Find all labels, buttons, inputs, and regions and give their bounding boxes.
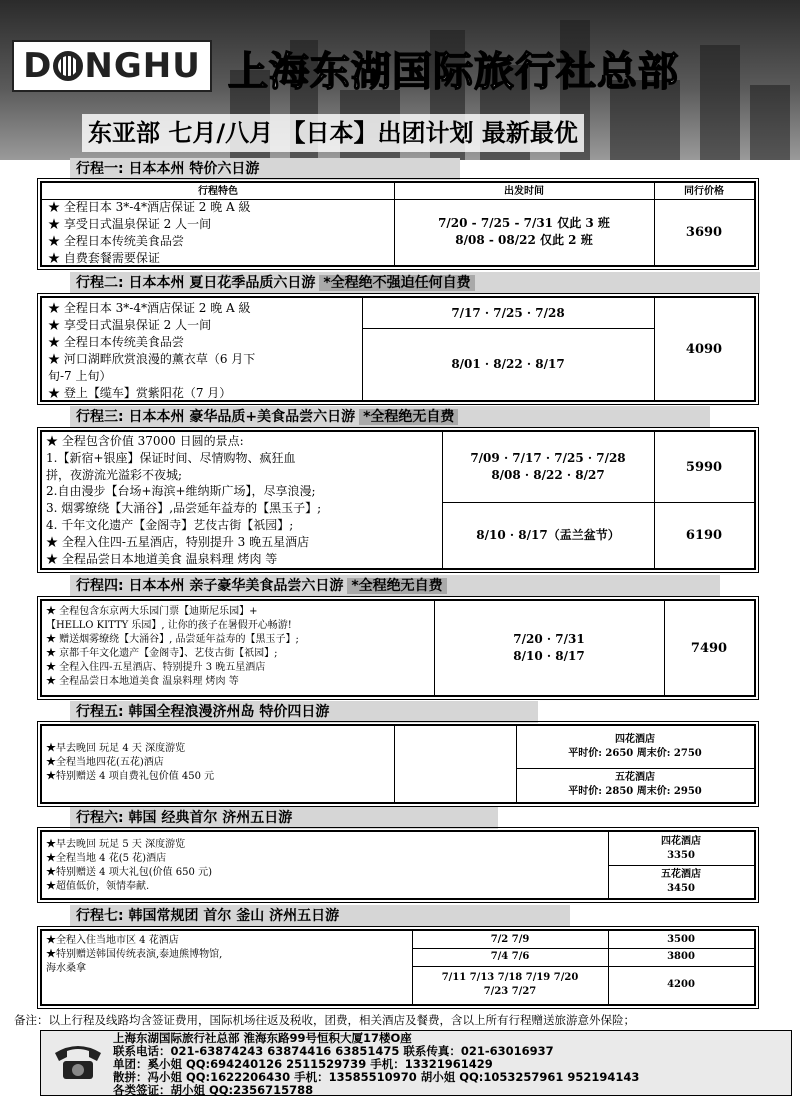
departure-dates: 7/4 7/6 [490,951,530,962]
trip-price: 7490 [690,640,728,656]
telephone-icon [51,1039,105,1083]
trip5-table [40,724,756,804]
feature-item: ★ 全程日本 3*-4*酒店保证 2 晚 A 級 [48,301,251,315]
departure-dates: 7/11 7/13 7/18 7/19 7/20 7/23 7/27 [441,972,579,997]
feature-item: ★ 京都千年文化遗产【金阁寺】、艺伎古街【祇园】; [46,648,278,659]
company-name: 上海东湖国际旅行社总部 [228,49,679,95]
feature-item: ★ 赠送烟雾缭绕【大涌谷】, 品尝延年益寿的【黑玉子】; [46,634,299,645]
header-departure: 出发时间 [504,186,544,197]
trip6-title: 行程六: 韩国 经典首尔 济州五日游 [70,807,498,829]
hotel-price: 3350 [667,849,695,861]
feature-item: ★ 河口湖畔欣赏浪漫的薰衣草（6 月下 [48,352,256,366]
feature-item: ★ 全程日本传统美食品尝 [48,234,184,248]
contact-visa: 各类签证：胡小姐 QQ:2356715788 [113,1083,314,1097]
company-logo: D NGHU [12,40,212,92]
feature-item: ★ 全程日本传统美食品尝 [48,335,184,349]
contact-individual: 散拼：冯小姐 QQ:1622206430 手机：13585510970 胡小姐 QQ:1053257961 952194143 [113,1070,640,1084]
trip1-table [40,181,756,267]
feature-item: ★全程当地四花(五花)酒店 [46,757,164,768]
feature-item: ★早去晚回 玩足 4 天 深度游览 [46,743,186,754]
hotel-label: 五花酒店 [661,868,701,880]
departure-dates: 8/08 · 8/22 · 8/27 [491,468,605,482]
departure-dates: 7/09 · 7/17 · 7/25 · 7/28 [470,451,626,465]
departure-dates: 7/20 - 7/25 - 7/31 仅此 3 班 [438,216,610,230]
trip2-title: 行程二: 日本本州 夏日花季品质六日游 *全程绝不强迫任何自费 [70,272,760,294]
trip-price: 3690 [685,224,723,240]
feature-item: 拼，夜游流光溢彩不夜城; [46,467,183,482]
feature-item: ★ 登上【缆车】赏紫阳花（7 月） [48,386,232,400]
trip7-title: 行程七: 韩国常规团 首尔 釜山 济州五日游 [70,905,570,927]
hotel-prices: 平时价: 2650 周末价: 2750 [568,748,702,759]
departure-dates: 7/17 · 7/25 · 7/28 [451,305,565,320]
trip-price: 4090 [685,341,723,357]
trip7-table [40,929,756,1006]
feature-item: ★早去晚回 玩足 5 天 深度游览 [46,839,186,850]
feature-item: ★ 全程入住四-五星酒店，特别提升 3 晚五星酒店 [46,534,310,549]
feature-item: ★ 全程品尝日本地道美食 温泉料理 烤肉 等 [46,551,278,566]
feature-item: 2.自由漫步【台场+海滨+维纳斯广场】，尽享浪漫; [46,484,316,499]
feature-item: 海水桑拿 [46,963,86,974]
feature-item: 1.【新宿+银座】保证时间、尽情购物、疯狂血 [46,450,296,465]
trip-price: 6190 [685,527,723,543]
departure-dates: 7/2 7/9 [490,933,530,945]
hotel-label: 五花酒店 [615,772,655,783]
feature-item: ★特别赠送 4 项大礼包(价值 650 元) [46,867,212,878]
feature-item: ★ 全程入住四-五星酒店、特别提升 3 晚五星酒店 [46,662,266,673]
hotel-label: 四花酒店 [615,734,655,745]
feature-item: ★ 全程品尝日本地道美食 温泉料理 烤肉 等 [46,676,239,687]
departure-dates: 7/20 · 7/31 [513,632,585,646]
footer-note: 备注：以上行程及线路均含签证费用，国际机场往返及税收，团费，相关酒店及餐费，含以上所有行程赠送旅游意外保险； [14,1013,635,1027]
trip4-table [40,599,756,697]
feature-item: ★ 自费套餐需要保证 [48,251,160,265]
feature-item: ★ 享受日式温泉保证 2 人一间 [48,217,212,231]
trip-price: 3800 [667,951,695,962]
page-headline: 东亚部 七月/八月 【日本】出团计划 最新最优 [82,114,584,152]
hotel-price: 3450 [667,882,695,894]
feature-item: ★全程当地 4 花(5 花)酒店 [46,853,167,864]
feature-item: ★ 全程日本 3*-4*酒店保证 2 晚 A 級 [48,200,251,214]
header-price: 同行价格 [684,186,724,197]
departure-dates: 8/08 - 08/22 仅此 2 班 [455,233,593,247]
contact-panel [40,1030,792,1096]
no-extra-fee-badge: *全程绝无自费 [359,409,458,425]
no-extra-fee-badge: *全程绝不强迫任何自费 [319,275,474,291]
trip5-title: 行程五: 韩国全程浪漫济州岛 特价四日游 [70,701,538,723]
departure-dates: 8/10 · 8/17 [513,649,585,663]
trip3-table [40,430,756,570]
trip-price: 5990 [685,459,723,475]
trip1-title: 行程一: 日本本州 特价六日游 [70,158,460,180]
feature-item: ★ 享受日式温泉保证 2 人一间 [48,318,212,332]
departure-dates: 8/01 · 8/22 · 8/17 [451,356,565,371]
departure-dates: 8/10 · 8/17（盂兰盆节） [476,527,620,542]
feature-item: 4. 千年文化遗产【金阁寺】艺伎古街【祇园】; [46,517,294,532]
trip3-title: 行程三: 日本本州 豪华品质+美食品尝六日游 *全程绝无自费 [70,406,710,428]
feature-item: 旬-7 上旬） [48,369,112,383]
header-banner [0,0,800,160]
contact-group: 单团：奚小姐 QQ:694240126 2511529739 手机：13321961429 [113,1057,493,1071]
header-features: 行程特色 [198,186,238,197]
feature-item: ★特别赠送 4 项自费礼包价值 450 元 [46,771,215,782]
feature-item: ★ 全程包含价值 37000 日圆的景点: [46,434,244,448]
feature-item: 【HELLO KITTY 乐园】, 让你的孩子在暑假开心畅游! [46,620,292,631]
contact-phone: 联系电话：021-63874243 63874416 63851475 联系传真：021-63016937 [113,1044,554,1058]
trip6-table [40,830,756,900]
feature-item: ★全程入住当地市区 4 花酒店 [46,935,179,946]
feature-item: ★特别赠送韩国传统表演,泰迪熊博物馆, [46,949,223,960]
feature-item: ★超值低价，领情奉献. [46,881,150,892]
globe-icon [53,51,83,81]
contact-address: 上海东湖国际旅行社总部 淮海东路99号恒积大厦17楼O座 [113,1031,412,1045]
trip-price: 4200 [667,979,695,990]
hotel-label: 四花酒店 [661,835,701,847]
trip-price: 3500 [667,933,695,945]
feature-item: 3. 烟雾缭绕【大涌谷】,品尝延年益寿的【黑玉子】; [46,501,322,516]
trip2-table [40,296,756,402]
trip4-title: 行程四: 日本本州 亲子豪华美食品尝六日游 *全程绝无自费 [70,575,720,597]
no-extra-fee-badge: *全程绝无自费 [347,578,446,594]
feature-item: ★ 全程包含东京两大乐园门票【迪斯尼乐园】+ [46,606,258,617]
hotel-prices: 平时价: 2850 周末价: 2950 [568,786,702,797]
